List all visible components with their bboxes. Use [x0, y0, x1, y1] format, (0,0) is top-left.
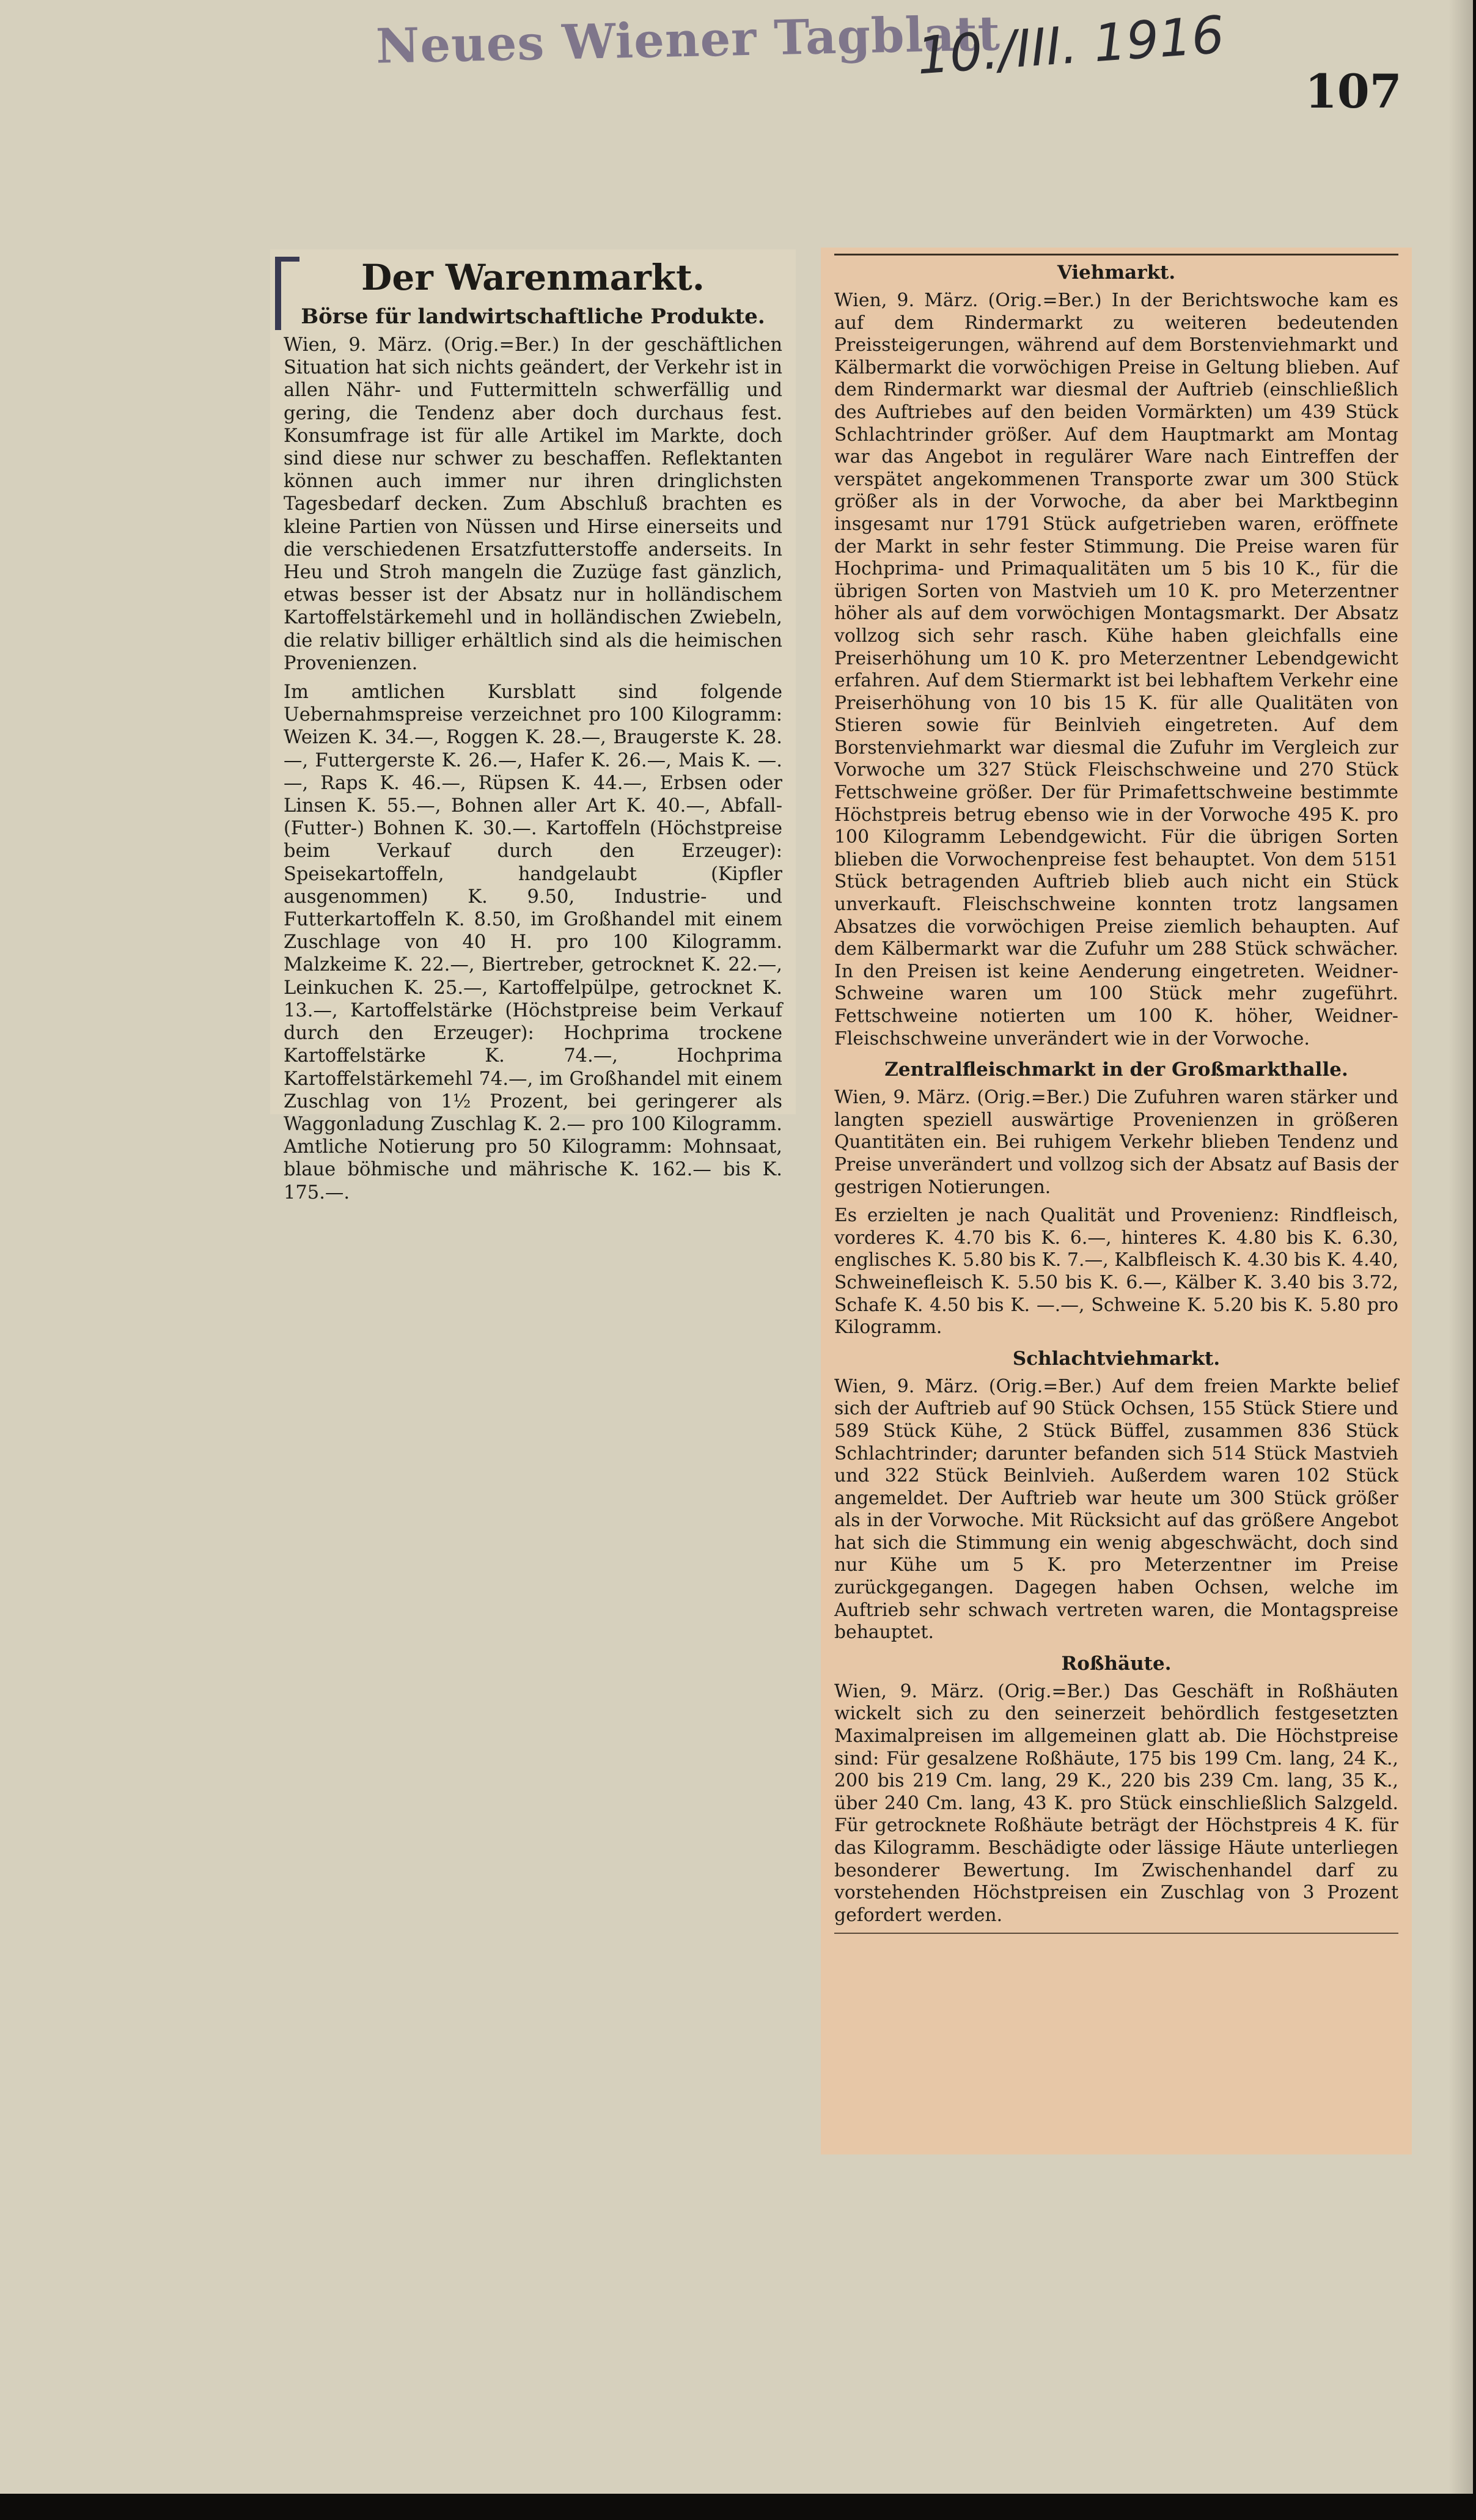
handwritten-date: 10./III. 1916 — [915, 4, 1227, 86]
article-paragraph: Im amtlichen Kursblatt sind folgende Uebernahmspreise verzeichnet pro 100 Kilogramm: Weizen K. 34.—, Roggen K. 28.—, Braugerste K. 28.—, Futtergerste K. 26.—, Hafer K. 26.—, Mais K. —.—, Raps K. 46.—, Rüpsen K. 44.—, Erbsen oder Linsen K. 55.—, Bohnen aller Art K. 40.—, Abfall- (Futter-) Bohnen K. 30.—. Kartoffeln (Höchstpreise beim Verkauf durch den Erzeuger): Speisekartoffeln, handgelaubt (Kipfler ausgenommen) K. 9.50, Industrie- und Futterkartoffeln K. 8.50, im Großhandel mit einem Zuschlage von 40 H. pro 100 Kilogramm. Malzkeime K. 22.—, Biertreber, getrocknet K. 22.—, Leinkuchen K. 25.—, Kartoffelpülpe, getrocknet K. 13.—, Kartoffelstärke (Höchstpreise beim Verkauf durch den Erzeuger): Hochprima trockene Kartoffelstärke K. 74.—, Hochprima Kartoffelstärkemehl 74.—, im Großhandel mit einem Zuschlag von 1½ Prozent, bei geringerer als Waggonladung Zuschlag K. 2.— pro 100 Kilogramm. Amtliche Notierung pro 50 Kilogramm: Mohnsaat, blaue böhmische und mährische K. 162.— bis K. 175.—. — [284, 681, 782, 1203]
top-rule — [834, 254, 1398, 255]
newspaper-stamp: Neues Wiener Tagblatt — [375, 6, 1001, 75]
section-text-viehmarkt: Wien, 9. März. (Orig.=Ber.) In der Berichtswoche kam es auf dem Rindermarkt zu weiteren bedeutenden Preissteigerungen, während auf dem Borstenviehmarkt und Kälbermarkt die vorwöchigen Preise in Geltung blieben. Auf dem Rindermarkt war diesmal der Auftrieb (einschließlich des Auftriebes auf den beiden Vormärkten) um 439 Stück Schlachtrinder größer. Auf dem Hauptmarkt am Montag war das Angebot in regulärer Ware nach Eintreffen der verspätet angekommenen Transporte zwar um 300 Stück größer als in der Vorwoche, da aber bei Marktbeginn insgesamt nur 1791 Stück aufgetrieben waren, eröffnete der Markt in sehr fester Stimmung. Die Preise waren für Hochprima- und Primaqualitäten um 5 bis 10 K., für die übrigen Sorten von Mastvieh um 10 K. pro Meterzentner höher als auf dem vorwöchigen Montagsmarkt. Der Absatz vollzog sich sehr rasch. Kühe haben gleichfalls eine Preiserhöhung um 10 K. pro Meterzentner Lebendgewicht erfahren. Auf dem Stiermarkt ist bei lebhaftem Verkehr eine Preiserhöhung von 10 bis 15 K. für alle Qualitäten von Stieren sowie für Beinlvieh eingetreten. Auf dem Borstenviehmarkt war diesmal die Zufuhr im Vergleich zur Vorwoche um 327 Stück Fleischschweine und 270 Stück Fettschweine größer. Der für Primafettschweine bestimmte Höchstpreis betrug ebenso wie in der Vorwoche 495 K. pro 100 Kilogramm Lebendgewicht. Für die übrigen Sorten blieben die Vorwochenpreise fest behauptet. Von dem 5151 Stück betragenden Auftrieb blieb auch nicht ein Stück unverkauft. Fleischschweine konnten trotz langsamen Absatzes die vorwöchigen Preise ziemlich behaupten. Auf dem Kälbermarkt war die Zufuhr um 288 Stück schwächer. In den Preisen ist keine Aenderung eingetreten. Weidner-Schweine waren um 100 Stück mehr zugeführt. Fettschweine notierten um 100 K. höher, Weidner-Fleischschweine unverändert wie in der Vorwoche. — [834, 290, 1398, 1049]
section-text-zentralfleischmarkt: Wien, 9. März. (Orig.=Ber.) Die Zufuhren waren stärker und langten speziell auswärtige Provenienzen in größeren Quantitäten ein. Bei ruhigem Verkehr blieben Tendenz und Preise unverändert und vollzog sich der Absatz auf Basis der gestrigen Notierungen. — [834, 1087, 1398, 1198]
section-text-schlachtviehmarkt: Wien, 9. März. (Orig.=Ber.) Auf dem freien Markte belief sich der Auftrieb auf 90 Stück Ochsen, 155 Stück Stiere und 589 Stück Kühe, 2 Stück Büffel, zusammen 836 Stück Schlachtrinder; darunter befanden sich 514 Stück Mastvieh und 322 Stück Beinlvieh. Außerdem waren 102 Stück angemeldet. Der Auftrieb war heute um 300 Stück größer als in der Vorwoche. Mit Rücksicht auf das größere Angebot hat sich die Stimmung ein wenig abgeschwächt, doch sind nur Kühe um 5 K. pro Meterzentner im Preise zurückgegangen. Dagegen haben Ochsen, welche im Auftrieb sehr schwach vertreten waren, die Montagspreise behauptet. — [834, 1375, 1398, 1644]
clipping-warenmarkt — [270, 249, 796, 1203]
article-paragraph: Wien, 9. März. (Orig.=Ber.) In der geschäftlichen Situation hat sich nichts geändert, der Verkehr ist in allen Nähr- und Futtermitteln schwerfällig und gering, die Tendenz aber doch durchaus fest. Konsumfrage ist für alle Artikel im Markte, doch sind diese nur schwer zu beschaffen. Reflektanten können auch immer nur ihren dringlichsten Tagesbedarf decken. Zum Abschluß brachten es kleine Partien von Nüssen und Hirse einerseits und die verschiedenen Ersatzfutterstoffe anderseits. In Heu und Stroh mangeln die Zuzüge fast gänzlich, etwas besser ist der Absatz nur in holländischem Kartoffelstärkemehl und in holländischen Zwiebeln, die relativ billiger erhältlich sind als die heimischen Provenienzen. — [284, 334, 782, 674]
section-prices-zentralfleischmarkt: Es erzielten je nach Qualität und Provenienz: Rindfleisch, vorderes K. 4.70 bis K. 6.—, hinteres K. 4.80 bis K. 6.30, englisches K. 5.80 bis K. 7.—, Kalbfleisch K. 4.30 bis K. 4.40, Schweinefleisch K. 5.50 bis K. 6.—, Kälber K. 3.40 bis 3.72, Schafe K. 4.50 bis K. —.—, Schweine K. 5.20 bis K. 5.80 pro Kilogramm. — [834, 1205, 1398, 1339]
margin-mark-top — [275, 257, 299, 262]
section-title-viehmarkt: Viehmarkt. — [1057, 262, 1176, 284]
clipping-viehmarkt — [821, 248, 1412, 2154]
section-title-rosshaeute: Roßhäute. — [1061, 1652, 1172, 1675]
article-subtitle: Börse für landwirtschaftliche Produkte. — [301, 304, 765, 329]
section-title-schlachtviehmarkt: Schlachtviehmarkt. — [1012, 1347, 1221, 1370]
margin-mark — [275, 257, 281, 330]
page-number: 107 — [1305, 64, 1402, 119]
article-title: Der Warenmarkt. — [361, 257, 705, 298]
bottom-rule — [834, 1933, 1398, 1934]
section-title-zentralfleischmarkt: Zentralfleischmarkt in der Großmarkthalle. — [884, 1059, 1348, 1081]
section-text-rosshaeute: Wien, 9. März. (Orig.=Ber.) Das Geschäft in Roßhäuten wickelt sich zu den seinerzeit behördlich festgesetzten Maximalpreisen im allgemeinen glatt ab. Die Höchstpreise sind: Für gesalzene Roßhäute, 175 bis 199 Cm. lang, 24 K., 200 bis 219 Cm. lang, 29 K., 220 bis 239 Cm. lang, 35 K., über 240 Cm. lang, 43 K. pro Stück einschließlich Salzgeld. Für getrocknete Roßhäute beträgt der Höchstpreis 4 K. für das Kilogramm. Beschädigte oder lässige Häute unterliegen besonderer Bewertung. Im Zwischenhandel darf zu vorstehenden Höchstpreisen ein Zuschlag von 3 Prozent gefordert werden. — [834, 1680, 1398, 1926]
